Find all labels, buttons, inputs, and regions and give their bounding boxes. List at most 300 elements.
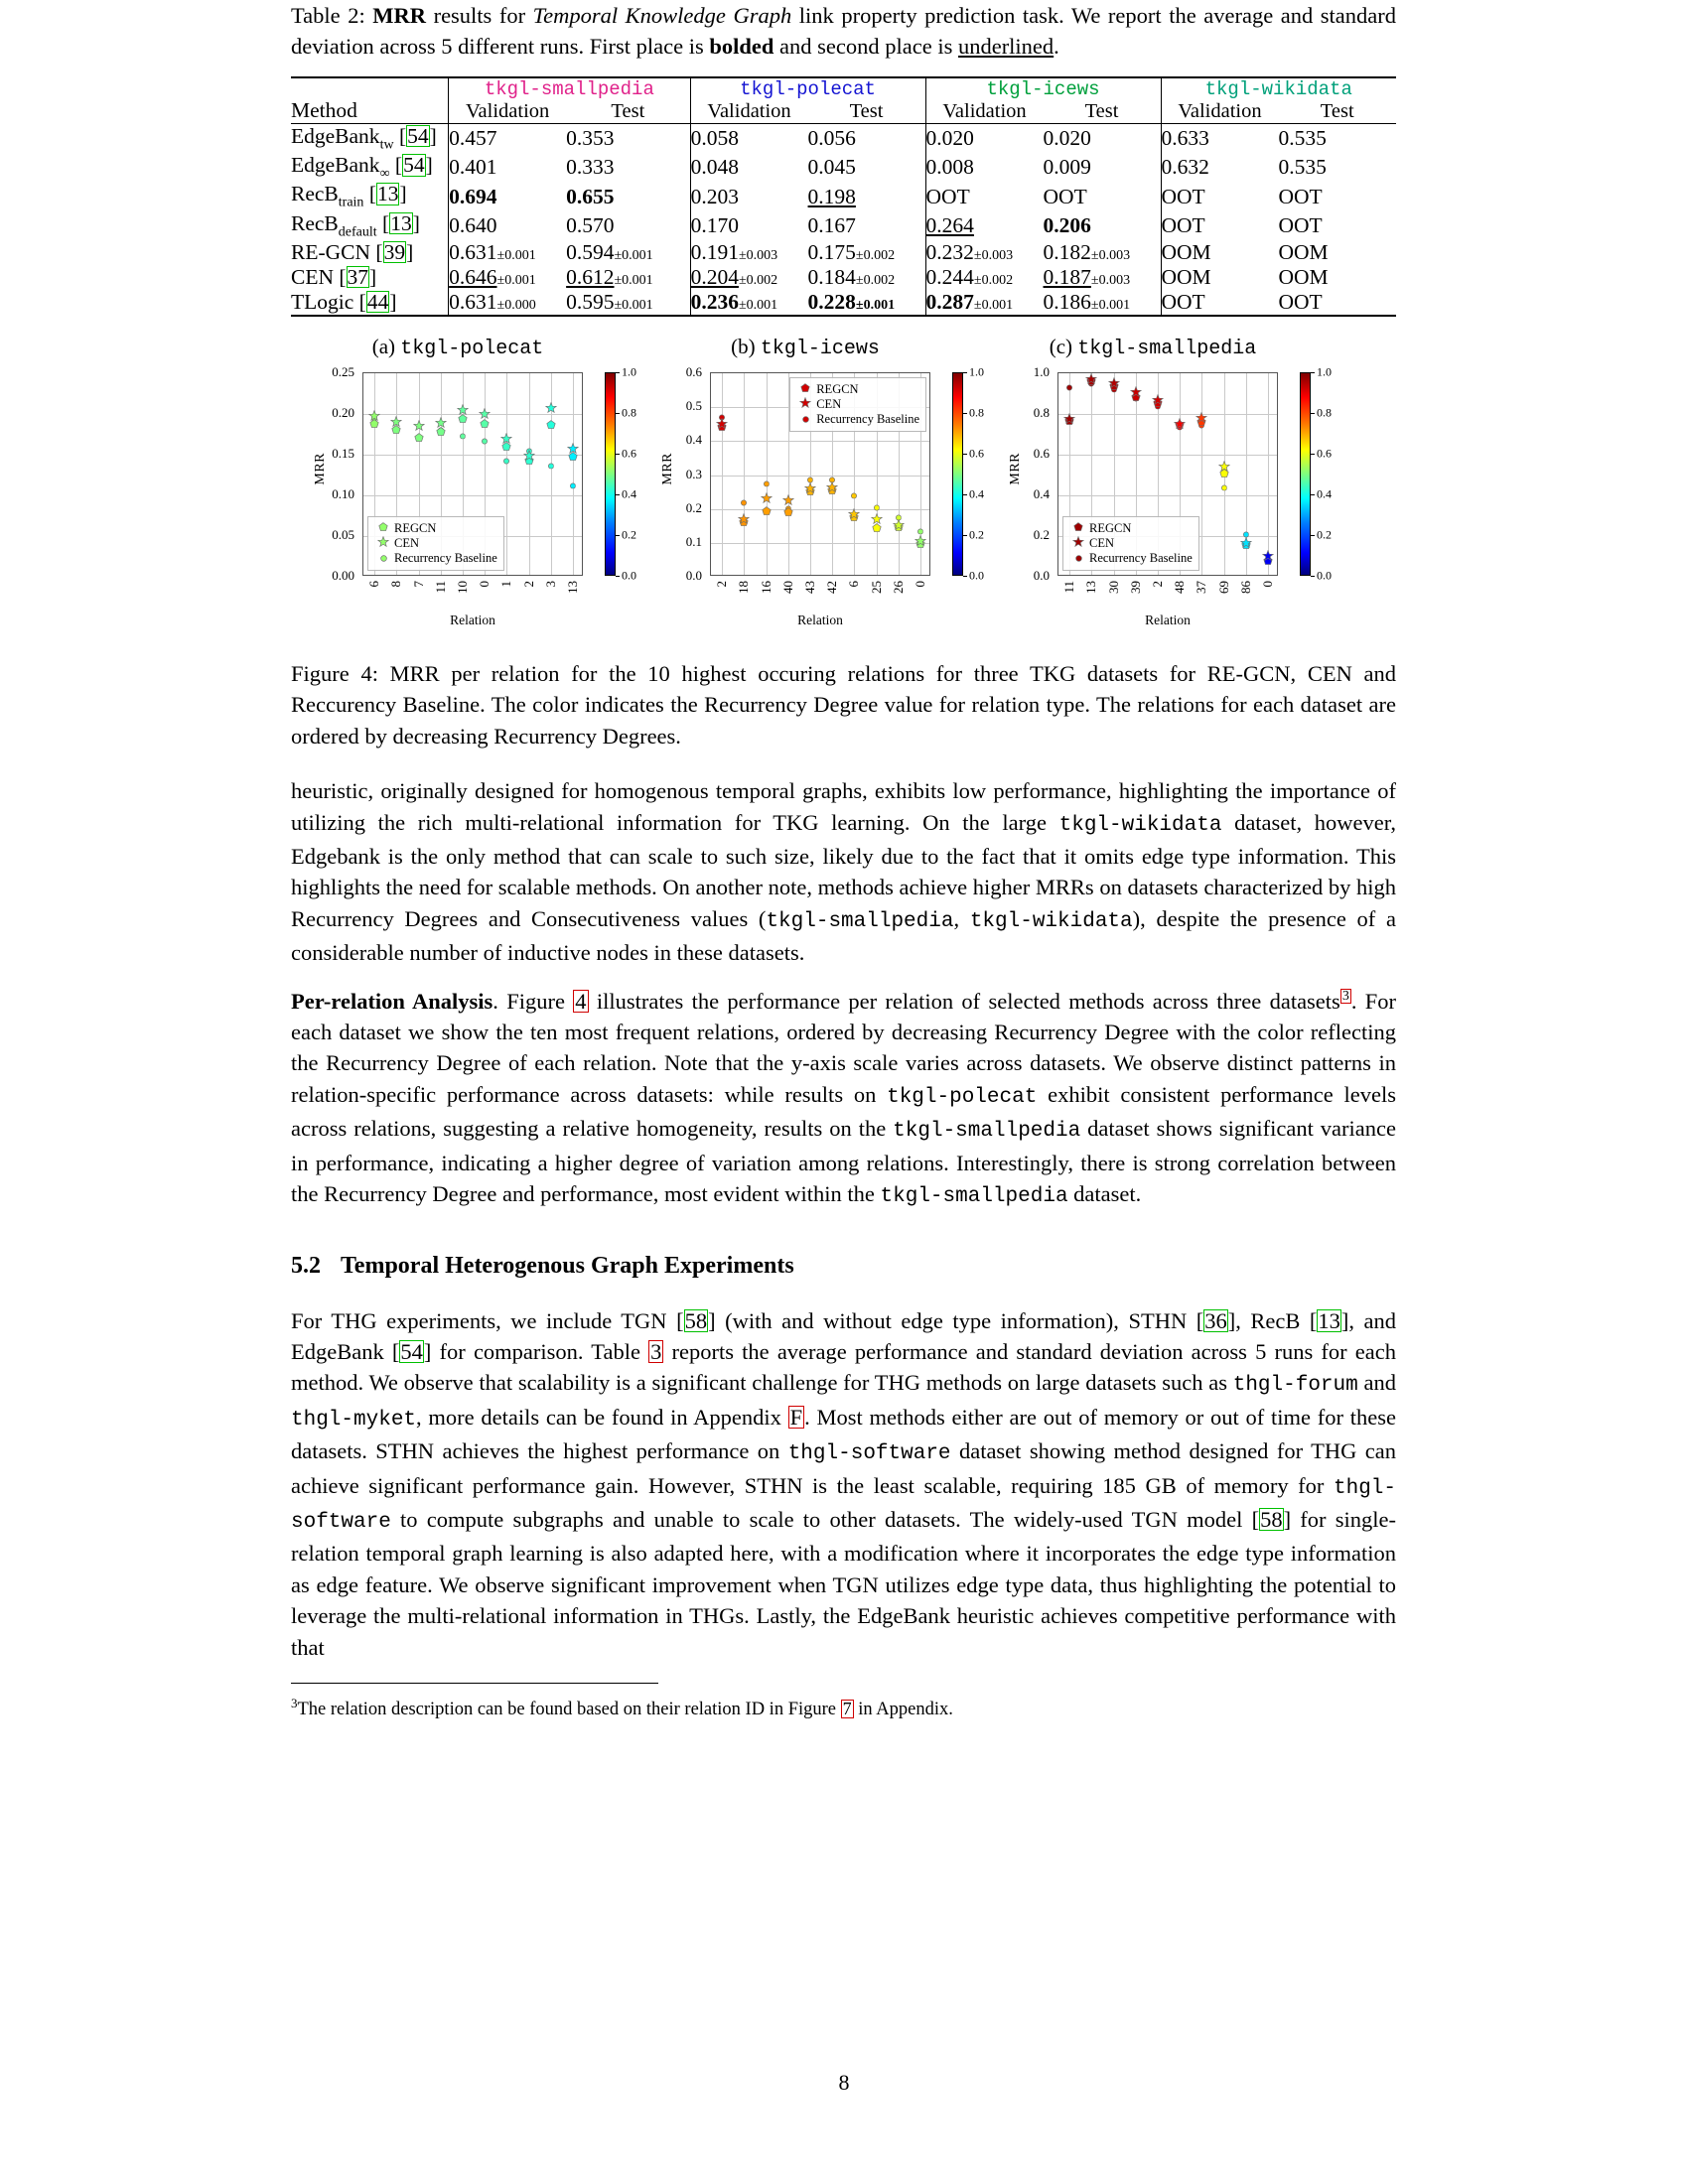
- table-cell-value: [808, 153, 925, 182]
- data-point: [895, 508, 902, 515]
- y-axis-tick-label: 0.05: [332, 527, 354, 542]
- citation-13[interactable]: 13: [376, 182, 399, 206]
- p1-dataset-wikidata-2: tkgl-wikidata: [969, 909, 1133, 933]
- table-cell-value: [1044, 265, 1161, 290]
- table-cell-value: [925, 123, 1043, 153]
- p2-text-f: dataset.: [1067, 1181, 1142, 1207]
- cell-value: 0.244: [925, 265, 974, 289]
- cell-value: 0.353: [566, 125, 615, 150]
- cell-std: ±0.002: [855, 248, 896, 263]
- cell-std: ±0.001: [973, 298, 1014, 313]
- colorbar-tick-mark: [963, 372, 967, 373]
- p3-text-b: (with and without edge type information), STHN: [715, 1307, 1196, 1333]
- table-row: [291, 182, 1396, 210]
- method-subscript: train: [338, 195, 364, 210]
- data-point: [914, 534, 926, 546]
- p3-text-i: . Most methods either are out of memory or out of time for these datasets. STHN achieves the highest performance on: [291, 1404, 1396, 1464]
- cell-value: 0.633: [1161, 125, 1209, 150]
- caption-text-4: .: [1054, 34, 1059, 60]
- cell-value: 0.186: [1043, 290, 1091, 314]
- x-axis-tick-label: 3: [542, 581, 558, 588]
- table-ref-3[interactable]: 3: [650, 1338, 662, 1364]
- legend-entry: [794, 412, 919, 427]
- colorbar-tick-mark: [616, 413, 620, 414]
- table-row: [291, 290, 1396, 316]
- legend-label: CEN: [1089, 536, 1114, 550]
- cell-value: 0.008: [925, 155, 974, 180]
- citation-54[interactable]: 54: [400, 1338, 423, 1364]
- legend-marker-star: [1067, 536, 1089, 552]
- legend-marker-pentagon: [372, 521, 394, 536]
- subcaption-tag: (c): [1049, 335, 1078, 358]
- figure4-caption: Figure 4: MRR per relation for the 10 highest occuring relations for three TKG datasets for RE-GCN, CEN and Reccurency Baseline. The color indicates the Recurrency Degree value for relation type. The relations for each dataset are ordered by decreasing Recurrency Degrees.: [291, 661, 1396, 749]
- data-point: [390, 415, 402, 427]
- cell-value: 0.184: [807, 265, 856, 289]
- legend-entry: [372, 551, 497, 566]
- data-point: [873, 498, 880, 505]
- footnote-text-b: in Appendix.: [853, 1700, 953, 1720]
- legend-marker-circle: [794, 412, 816, 427]
- colorbar: [605, 372, 616, 576]
- y-axis-tick-label: 0.10: [332, 486, 354, 501]
- caption-bolded-word: bolded: [709, 34, 774, 60]
- table-row: [291, 211, 1396, 240]
- p2-text-b: illustrates the performance per relation of selected methods across three datasets: [588, 988, 1340, 1014]
- cell-value: 0.457: [449, 125, 497, 150]
- cell-value: 0.045: [807, 155, 856, 180]
- table-cell-value: [690, 265, 807, 290]
- data-point: [1240, 536, 1252, 548]
- y-axis-tick-label: 0.6: [685, 364, 702, 379]
- table-cell-value: [808, 211, 925, 240]
- data-point: [523, 449, 535, 461]
- table-cell-value: [1161, 290, 1278, 316]
- y-axis-tick-label: 1.0: [1033, 364, 1050, 379]
- p3-dataset-forum: thgl-forum: [1232, 1374, 1358, 1398]
- data-point: [500, 432, 512, 444]
- header-test-2: Test: [849, 99, 884, 122]
- data-point: [567, 442, 579, 454]
- cell-std: ±0.003: [1090, 248, 1131, 263]
- cell-value: 0.228: [807, 290, 856, 314]
- y-axis-tick-label: 0.25: [332, 364, 354, 379]
- figure-ref-7[interactable]: 7: [842, 1699, 852, 1719]
- cell-value: OOT: [1278, 212, 1323, 237]
- data-point: [435, 416, 447, 428]
- table-cell-value: [808, 290, 925, 316]
- subcaption-dataset: tkgl-smallpedia: [1077, 338, 1257, 360]
- table-cell-value: [808, 240, 925, 265]
- y-axis-tick-label: 0.0: [1033, 568, 1050, 583]
- caption-emph: Temporal Knowledge Graph: [532, 3, 792, 28]
- legend-marker-star: [372, 536, 394, 552]
- subcaption-dataset: tkgl-polecat: [400, 338, 544, 360]
- p3-text-k: to compute subgraphs and unable to scale to other datasets. The widely-used TGN model: [390, 1506, 1252, 1532]
- colorbar-tick-label: 1.0: [969, 364, 984, 379]
- section-number: 5.2: [291, 1252, 321, 1279]
- table-cell-method: RecB$_{default}$ [13]: [291, 210, 420, 239]
- header-dataset-icews: [925, 77, 1161, 100]
- colorbar-tick-label: 0.0: [969, 568, 984, 583]
- legend-label: Recurrency Baseline: [394, 551, 497, 565]
- data-point: [762, 503, 772, 513]
- colorbar-tick-mark: [963, 413, 967, 414]
- data-point: [1262, 549, 1274, 561]
- table-cell-value: [1278, 290, 1396, 316]
- dataset-name-smallpedia: tkgl-smallpedia: [484, 77, 654, 100]
- cell-std: ±0.001: [1090, 298, 1131, 313]
- method-subscript: tw: [379, 137, 394, 153]
- table-row: [291, 153, 1396, 182]
- table-cell-value: [925, 290, 1043, 316]
- body-paragraph-3: For THG experiments, we include TGN [58] (with and without edge type information), STHN [36], RecB [13], and EdgeBank [54] for comparison. Table 3 reports the average performance and standard deviation across 5 runs for each method. We observe that scalability is a significant challenge for THG methods on large datasets such as thgl-forum and thgl-myket, more details can be found in Appendix F. Most methods either are out of memory or out of time for these datasets. STHN achieves the highest performance on thgl-software dataset showing method designed for THG can achieve significant performance gain. However, STHN is the least scalable, requiring 185 GB of memory for thgl-software to compute subgraphs and unable to scale to other datasets. The widely-used TGN model [58] for single-relation temporal graph learning is also adapted here, with a modification where it incorporates the edge type information as edge feature. We observe significant improvement when TGN utilizes edge type data, thus highlighting the potential to leverage the multi-relational information in THGs. Lastly, the EdgeBank heuristic achieves competitive performance with that: [291, 1307, 1396, 1660]
- table-cell-method: RecB$_{train}$ [13]: [291, 182, 407, 210]
- legend-marker-star: [794, 397, 816, 413]
- colorbar-tick-label: 0.4: [969, 486, 984, 501]
- footnote-marker: 3: [291, 1695, 298, 1710]
- p3-text-f: reports the average performance and standard deviation across 5 runs for each method. We observe that scalability is a significant challenge for THG methods on large datasets such as: [291, 1338, 1396, 1396]
- cell-value: OOM: [1278, 265, 1329, 289]
- cell-value: OOT: [1278, 290, 1323, 314]
- figure-subcaption-3: [986, 335, 1320, 360]
- table-cell-value: [925, 240, 1043, 265]
- cell-value: 0.232: [925, 240, 974, 264]
- cell-value: 0.204: [690, 265, 739, 289]
- chart-panel-2: [638, 364, 984, 634]
- x-axis-tick-label: 39: [1127, 581, 1143, 594]
- citation-13[interactable]: 13: [1318, 1307, 1340, 1333]
- x-axis-tick-label: 11: [1061, 581, 1077, 594]
- caption-text-1: results for: [426, 3, 533, 28]
- plot-area: [1057, 372, 1278, 576]
- data-point: [479, 407, 491, 419]
- cell-std: ±0.001: [855, 298, 896, 313]
- p2-text-c: . For each dataset we show the ten most frequent relations, ordered by decreasing Recurrency Degree with the color reflecting the Recurrency Degree of each relation. Note that the y-axis scale varies across datasets. We observe distinct patterns in relation-specific performance across datasets: while results on: [291, 988, 1396, 1107]
- gridline-vertical: [722, 373, 723, 575]
- x-axis-tick-label: 8: [388, 581, 404, 588]
- footnote-3: [291, 1691, 1396, 1722]
- legend-marker-pentagon: [1067, 521, 1089, 536]
- colorbar-tick-label: 0.2: [969, 527, 984, 542]
- colorbar-tick-mark: [1311, 454, 1315, 455]
- x-axis-tick-label: 42: [824, 581, 840, 594]
- colorbar-tick-label: 0.0: [1317, 568, 1332, 583]
- cell-value: OOM: [1278, 240, 1329, 264]
- citation-13[interactable]: 13: [390, 210, 412, 235]
- table-cell-value: [690, 182, 807, 210]
- table-header-row-datasets: [291, 77, 1396, 100]
- header-validation-3: Validation: [925, 100, 1043, 124]
- colorbar-tick-mark: [616, 454, 620, 455]
- legend-entry: [372, 536, 497, 551]
- table-cell-method: EdgeBank$_{tw}$ [54]: [291, 123, 437, 153]
- x-axis-tick-label: 10: [454, 581, 470, 594]
- cell-value: 0.646: [449, 265, 497, 289]
- x-axis-tick-label: 7: [410, 581, 426, 588]
- colorbar-tick-label: 0.4: [622, 486, 636, 501]
- table-cell-value: [925, 211, 1043, 240]
- legend-marker-circle: [1067, 551, 1089, 566]
- legend-entry: [794, 397, 919, 412]
- cell-value: 0.198: [807, 184, 856, 208]
- data-point: [829, 471, 836, 478]
- cell-value: 0.170: [690, 212, 739, 237]
- p3-dataset-myket: thgl-myket: [291, 1408, 417, 1432]
- figure-ref-4[interactable]: 4: [575, 988, 587, 1014]
- header-validation-4: Validation: [1161, 100, 1278, 124]
- p3-text-g: and: [1357, 1370, 1396, 1396]
- table-cell-value: [449, 153, 566, 182]
- p1-text-d: ), despite the presence of a considerable number of inductive nodes in these datasets.: [291, 905, 1396, 966]
- cell-value: OOT: [925, 184, 970, 208]
- cell-value: 0.631: [449, 240, 497, 264]
- y-axis-tick-label: 0.4: [685, 432, 702, 448]
- table-cell-value: [1044, 123, 1161, 153]
- cell-value: OOT: [1161, 184, 1205, 208]
- x-axis-tick-label: 13: [1083, 581, 1099, 594]
- footnote-separator: [291, 1683, 658, 1684]
- data-point: [782, 493, 794, 505]
- x-axis-tick-label: 48: [1172, 581, 1188, 594]
- table-cell-value: [566, 153, 690, 182]
- table-cell-method: EdgeBank$_\infty$ [54]: [291, 153, 433, 182]
- page-number: 8: [838, 2070, 850, 2095]
- p3-text-d: , and EdgeBank: [291, 1307, 1396, 1364]
- data-point: [1218, 460, 1230, 472]
- header-dataset-smallpedia: [449, 77, 690, 100]
- table-cell-value: [808, 182, 925, 210]
- data-point: [804, 481, 816, 493]
- colorbar: [1300, 372, 1311, 576]
- table-cell-value: [1278, 153, 1396, 182]
- table-row: [291, 265, 1396, 290]
- table-cell-value: [690, 290, 807, 316]
- data-point: [570, 476, 577, 482]
- colorbar-tick-label: 0.2: [1317, 527, 1332, 542]
- section-heading-5-2: [291, 1253, 1396, 1280]
- colorbar-tick-label: 0.8: [969, 405, 984, 420]
- subcaption-tag: (b): [731, 335, 761, 358]
- x-axis-tick-label: 6: [846, 581, 862, 588]
- caption-underlined-word: underlined: [957, 34, 1055, 60]
- data-point: [547, 457, 554, 464]
- legend-entry: [1067, 536, 1193, 551]
- data-point: [545, 401, 557, 413]
- section-title: Temporal Heterogenous Graph Experiments: [341, 1252, 794, 1279]
- header-test-3: Test: [1084, 99, 1119, 122]
- table-header-row-splits: [291, 100, 1396, 124]
- table-cell-value: [1044, 182, 1161, 210]
- cell-value: 0.203: [690, 184, 739, 208]
- data-point: [525, 442, 532, 449]
- table-cell-value: [690, 240, 807, 265]
- p2-dataset-polecat: tkgl-polecat: [887, 1085, 1038, 1109]
- table-cell-value: [566, 240, 690, 265]
- y-axis-tick-label: 0.0: [685, 568, 702, 583]
- table-cell-value: [1044, 240, 1161, 265]
- gridline-vertical: [506, 373, 507, 575]
- data-point: [460, 426, 467, 433]
- cell-value: 0.020: [1043, 125, 1091, 150]
- citation-37[interactable]: 37: [347, 265, 369, 289]
- colorbar-tick-mark: [1311, 372, 1315, 373]
- table-cell-value: [449, 290, 566, 316]
- table-cell-value: [566, 211, 690, 240]
- header-validation-2: Validation: [690, 100, 807, 124]
- x-axis-tick-label: 30: [1105, 581, 1121, 594]
- table-cell-value: [925, 182, 1043, 210]
- method-name: EdgeBank: [291, 123, 380, 148]
- header-dataset-polecat: [690, 77, 925, 100]
- table-cell-method: CEN [37]: [291, 265, 377, 289]
- table2: [291, 76, 1396, 317]
- citation-54[interactable]: 54: [403, 153, 425, 178]
- y-axis-tick-label: 0.2: [685, 499, 702, 515]
- footnote-ref-3[interactable]: 3: [1341, 989, 1349, 1005]
- citation-39[interactable]: 39: [383, 240, 406, 264]
- table-cell-value: [566, 123, 690, 153]
- x-axis-tick-label: 69: [1215, 581, 1231, 594]
- cell-std: ±0.003: [973, 248, 1014, 263]
- cell-value: 0.287: [925, 290, 974, 314]
- cell-value: 0.535: [1278, 125, 1327, 150]
- x-axis-tick-label: 11: [432, 581, 448, 594]
- table-row: [291, 123, 1396, 153]
- cell-value: OOT: [1278, 184, 1323, 208]
- chart-legend: [789, 377, 926, 432]
- cell-value: 0.175: [807, 240, 856, 264]
- cell-std: ±0.001: [614, 248, 653, 263]
- y-axis-tick-label: 0.4: [1033, 486, 1050, 501]
- colorbar-tick-mark: [1311, 413, 1315, 414]
- header-validation-1: Validation: [449, 100, 566, 124]
- colorbar-tick-label: 0.8: [1317, 405, 1332, 420]
- plot-area: [362, 372, 583, 576]
- p1-dataset-smallpedia: tkgl-smallpedia: [766, 909, 954, 933]
- table-cell-value: [808, 123, 925, 153]
- table-cell-value: [1044, 290, 1161, 316]
- caption-text-2: link property prediction task. We report the average and standard deviation across 5 different runs. First place is: [291, 3, 1397, 60]
- y-axis-tick-label: 0.2: [1033, 527, 1050, 542]
- cell-std: ±0.002: [973, 273, 1014, 288]
- p3-text-e: for comparison. Table: [431, 1338, 649, 1364]
- cell-value: 0.048: [690, 155, 739, 180]
- per-relation-analysis-heading: Per-relation Analysis: [291, 988, 493, 1014]
- colorbar-tick-label: 1.0: [1317, 364, 1332, 379]
- cell-std: ±0.001: [496, 248, 536, 263]
- table-cell-value: [1161, 182, 1278, 210]
- cell-value: 0.333: [566, 155, 615, 180]
- data-point: [761, 491, 773, 503]
- method-subscript: default: [338, 224, 377, 239]
- cell-value: OOT: [1043, 184, 1087, 208]
- cell-value: 0.056: [807, 125, 856, 150]
- citation-58[interactable]: 58: [684, 1307, 708, 1333]
- legend-entry: [794, 382, 919, 397]
- p2-text-e: dataset shows significant variance in performance, indicating a higher degree of variation among relations. Interestingly, there is strong correlation between the Recurrency Degree and performance, most evident within the: [291, 1116, 1396, 1207]
- dataset-name-wikidata: tkgl-wikidata: [1204, 77, 1352, 100]
- data-point: [1085, 372, 1097, 384]
- colorbar-tick-mark: [616, 372, 620, 373]
- plot-area: [710, 372, 930, 576]
- data-point: [1108, 376, 1120, 388]
- data-point: [807, 471, 814, 478]
- cell-value: OOT: [1161, 290, 1205, 314]
- colorbar-tick-label: 0.4: [1317, 486, 1332, 501]
- table-cell-value: [566, 290, 690, 316]
- appendix-ref-f[interactable]: F: [789, 1404, 803, 1430]
- table2-metric: MRR: [372, 3, 427, 28]
- colorbar-tick-mark: [963, 494, 967, 495]
- method-name: TLogic: [291, 290, 354, 314]
- cell-value: 0.535: [1278, 155, 1327, 180]
- table-cell-value: [449, 265, 566, 290]
- data-point: [848, 507, 860, 519]
- citation-36[interactable]: 36: [1204, 1307, 1227, 1333]
- table-cell-value: [1161, 265, 1278, 290]
- cell-value: 0.182: [1043, 240, 1091, 264]
- y-axis-tick-label: 0.6: [1033, 446, 1050, 461]
- page-content: [291, 0, 1396, 1741]
- y-axis-label: MRR: [1008, 452, 1023, 485]
- cell-value: 0.187: [1043, 265, 1091, 289]
- caption-text-3: and second place is: [774, 34, 958, 60]
- colorbar-tick-mark: [616, 494, 620, 495]
- gridline-vertical: [529, 373, 530, 575]
- data-point: [546, 417, 556, 427]
- data-point: [871, 512, 883, 524]
- colorbar-tick-label: 0.6: [969, 446, 984, 461]
- data-point: [738, 512, 750, 524]
- table-cell-value: [449, 123, 566, 153]
- citation-44[interactable]: 44: [366, 290, 389, 314]
- citation-54[interactable]: 54: [407, 123, 429, 148]
- table-cell-value: [1161, 123, 1278, 153]
- data-point: [1196, 411, 1207, 423]
- data-point: [783, 504, 793, 514]
- citation-58-2[interactable]: 58: [1260, 1506, 1283, 1532]
- body-paragraph-1: [291, 775, 1396, 968]
- p1-text-a: heuristic, originally designed for homogenous temporal graphs, exhibits low performance, highlighting the importance of utilizing the rich multi-relational information for TKG learning. On the large: [291, 778, 1396, 835]
- table-cell-value: [690, 153, 807, 182]
- footnote-text-a: The relation description can be found based on their relation ID in Figure: [297, 1700, 841, 1720]
- legend-entry: [1067, 521, 1193, 536]
- colorbar-tick-mark: [963, 454, 967, 455]
- chart-panel-1: [291, 364, 636, 634]
- p3-dataset-software-2: thgl-software: [291, 1476, 1396, 1534]
- data-point: [1242, 525, 1249, 532]
- data-point: [1066, 378, 1073, 385]
- colorbar-tick-mark: [1311, 535, 1315, 536]
- p1-dataset-wikidata: tkgl-wikidata: [1058, 813, 1222, 837]
- data-point: [741, 493, 748, 500]
- colorbar-tick-mark: [1311, 576, 1315, 577]
- chart-panel-3: [986, 364, 1332, 634]
- p3-dataset-software: thgl-software: [787, 1442, 951, 1466]
- table-cell-value: [1161, 211, 1278, 240]
- legend-label: REGCN: [816, 382, 859, 396]
- header-test-1: Test: [611, 99, 645, 122]
- table-cell-value: [1278, 182, 1396, 210]
- colorbar-tick-label: 1.0: [622, 364, 636, 379]
- cell-value: 0.595: [566, 290, 615, 314]
- cell-value: OOT: [1161, 212, 1205, 237]
- x-axis-tick-label: 2: [714, 581, 730, 588]
- table-cell-value: [449, 211, 566, 240]
- x-axis-tick-label: 16: [758, 581, 774, 594]
- y-axis-tick-label: 0.20: [332, 405, 354, 420]
- x-axis-label: Relation: [450, 613, 495, 627]
